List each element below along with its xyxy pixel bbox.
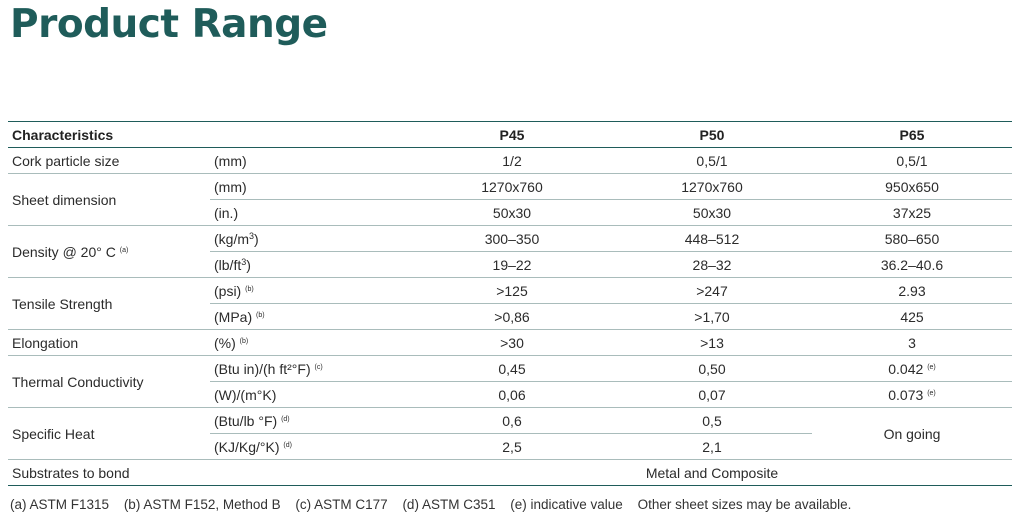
footnote-ref: (d) [281, 415, 290, 423]
cell-p65: On going [883, 425, 941, 442]
row-unit-spacer [210, 460, 412, 486]
footnote-a: (a) ASTM F1315 [10, 497, 110, 512]
footnote-ref: (d) [283, 441, 292, 449]
header-p45: P45 [499, 126, 525, 143]
cell-p65: 425 [812, 304, 1012, 330]
footnote-c: (c) ASTM C177 [295, 497, 388, 512]
cell-p65: 950x650 [885, 178, 939, 195]
row-label: Specific Heat [12, 425, 95, 442]
row-thermal-imperial [8, 356, 1012, 382]
footnote-ref: (e) [927, 389, 936, 397]
row-label: Cork particle size [12, 152, 120, 169]
footnote-ref: (b) [239, 337, 249, 345]
footnote-d: (d) ASTM C351 [402, 497, 496, 512]
cell-p50: 2,1 [612, 434, 812, 460]
cell-p45: 50x30 [412, 200, 612, 226]
row-unit: (MPa) $^{(b)}$ [210, 304, 412, 330]
cell-p45: >125 [496, 282, 528, 299]
cell-p50: 448–512 [684, 230, 740, 247]
cell-p45: >0,86 [412, 304, 612, 330]
cell-p50: >247 [696, 282, 728, 299]
row-unit: (Btu in)/(h ft²°F) $^{(c)}$ [214, 360, 323, 377]
footnote-ref: (c) [314, 363, 323, 371]
cell-p65: 580–650 [884, 230, 940, 247]
cell-p50: 0,50 [698, 360, 726, 377]
header-characteristics: Characteristics [12, 126, 114, 143]
row-unit: (psi) $^{(b)}$ [214, 282, 254, 299]
cell-p65: 0,5/1 [896, 152, 928, 169]
cell-p50: 0,5/1 [696, 152, 728, 169]
cell-p45: 19–22 [412, 252, 612, 278]
header-p65: P65 [899, 126, 925, 143]
footnote-b: (b) ASTM F152, Method B [123, 497, 281, 512]
row-unit: (mm) [214, 152, 247, 169]
row-label: Thermal Conductivity [12, 373, 144, 390]
cell-p50: >13 [700, 334, 724, 351]
cell-p65: 2.93 [898, 282, 926, 299]
product-spec-table [8, 121, 1012, 486]
cell-p50: 50x30 [612, 200, 812, 226]
cell-substrates-value: Metal and Composite [645, 464, 779, 481]
row-label [8, 226, 210, 278]
row-label: Substrates to bond [12, 464, 130, 481]
header-p50: P50 [699, 126, 725, 143]
row-unit: $(kg/m^3)$ [214, 230, 259, 247]
row-unit: $(lb/ft^3)$ [210, 252, 412, 278]
cell-p65: 37x25 [812, 200, 1012, 226]
cell-p65: 36.2–40.6 [812, 252, 1012, 278]
cell-p50: 28–32 [612, 252, 812, 278]
row-label: Elongation [12, 334, 79, 351]
row-unit: (KJ/Kg/°K) $^{(d)}$ [210, 434, 412, 460]
footnote-ref: (e) [927, 363, 936, 371]
row-label: Sheet dimension [12, 191, 117, 208]
row-unit: (in.) [210, 200, 412, 226]
footnote-ref: (a) [119, 246, 129, 254]
cell-p45: 0,45 [498, 360, 526, 377]
header-unit-spacer [210, 122, 412, 148]
footnotes [10, 497, 862, 512]
footnote-ref: (b) [256, 311, 265, 319]
row-elongation [8, 330, 1012, 356]
footnote-ref: (b) [245, 285, 254, 293]
cell-p65: 3 [908, 334, 916, 351]
footnote-other-sizes: Other sheet sizes may be available. [637, 497, 852, 512]
row-unit: (Btu/lb °F) $^{(d)}$ [214, 412, 290, 429]
cell-p50: >1,70 [612, 304, 812, 330]
row-unit: (mm) [214, 178, 247, 195]
row-tensile-psi [8, 278, 1012, 304]
row-unit: (%) $^{(b)}$ [214, 334, 249, 351]
cell-p45: 300–350 [484, 230, 540, 247]
footnote-e: (e) indicative value [510, 497, 623, 512]
density-label: Density @ 20° C [12, 243, 116, 260]
page-title: Product Range [10, 2, 328, 47]
cell-p45: >30 [500, 334, 524, 351]
cell-p65: 0.073 $^{(e)}$ [812, 382, 1012, 408]
row-sheet-dimension-mm [8, 174, 1012, 200]
table-header-row [8, 122, 1012, 148]
cell-p45: 2,5 [412, 434, 612, 460]
row-density-kgm3 [8, 226, 1012, 252]
cell-p45: 0,06 [412, 382, 612, 408]
cell-p45: 1270x760 [481, 178, 543, 195]
cell-p65: 0.042 $^{(e)}$ [888, 360, 936, 377]
row-cork-particle-size [8, 148, 1012, 174]
row-specific-heat-imperial [8, 408, 1012, 434]
cell-p50: 0,5 [702, 412, 722, 429]
cell-p45: 0,6 [502, 412, 522, 429]
row-label: Tensile Strength [12, 295, 113, 312]
cell-p50: 0,07 [612, 382, 812, 408]
row-substrates [8, 460, 1012, 486]
cell-p45: 1/2 [502, 152, 522, 169]
cell-p50: 1270x760 [681, 178, 743, 195]
row-unit: (W)/(m°K) [210, 382, 412, 408]
